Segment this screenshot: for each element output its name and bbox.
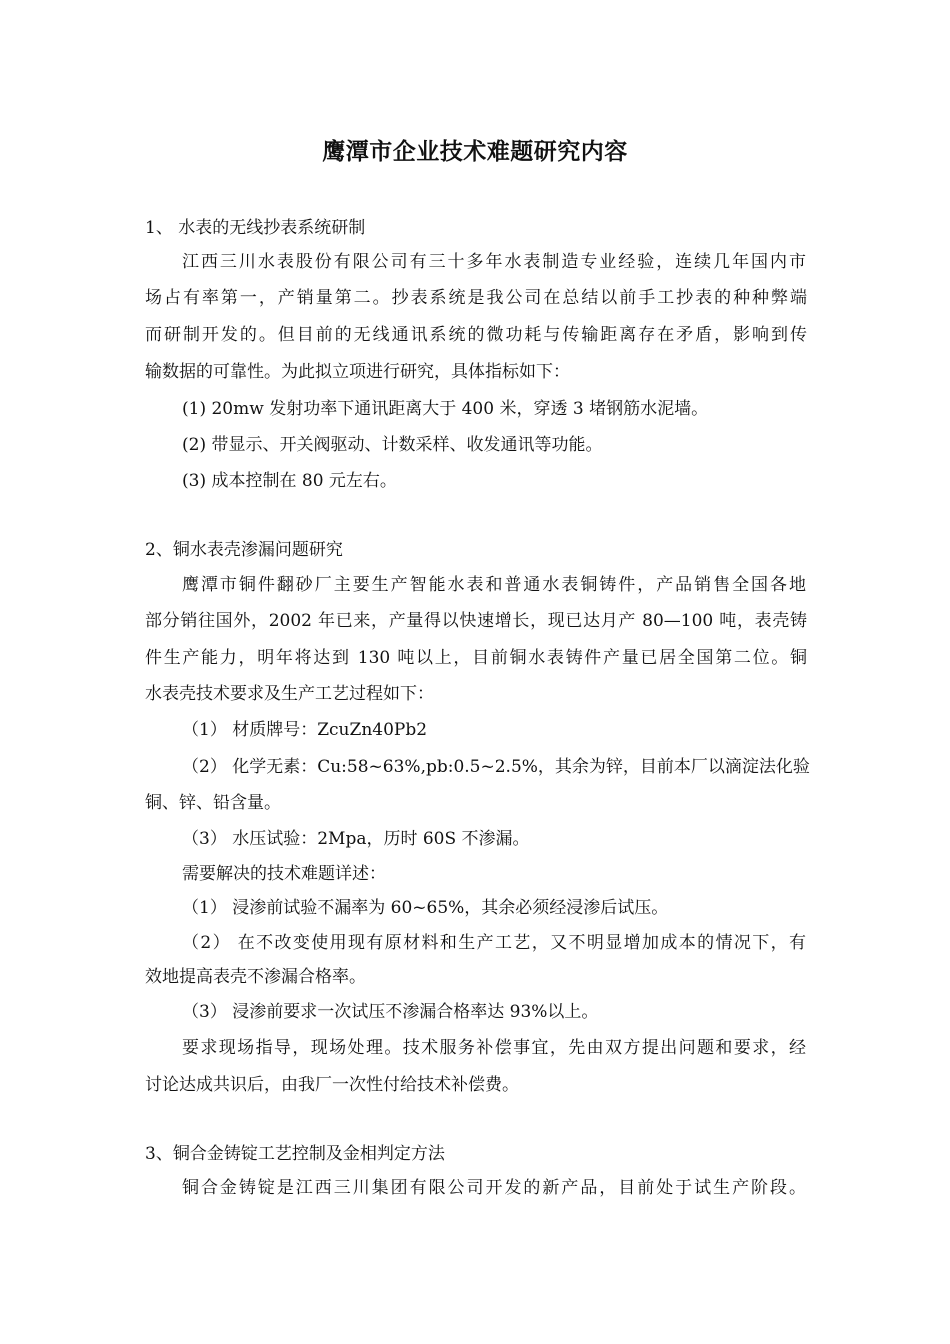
section-2-line: 件生产能力，明年将达到 130 吨以上，目前铜水表铸件产量已居全国第二位。铜 [145,648,807,668]
section-1-line: 场占有率第一，产销量第二。抄表系统是我公司在总结以前手工抄表的种种弊端 [145,288,807,308]
section-3-heading: 3、铜合金铸锭工艺控制及金相判定方法 [145,1144,445,1164]
section-1-item: (3) 成本控制在 80 元左右。 [182,471,397,491]
section-3-line: 铜合金铸锭是江西三川集团有限公司开发的新产品，目前处于试生产阶段。 [182,1178,806,1198]
section-2-item: （3） 水压试验：2Mpa，历时 60S 不渗漏。 [182,829,530,849]
section-2-line: 要求现场指导，现场处理。技术服务补偿事宜，先由双方提出问题和要求，经 [182,1038,806,1058]
section-2-line: 铜、锌、铅含量。 [145,793,281,813]
section-1-heading: 1、 水表的无线抄表系统研制 [145,218,366,238]
section-1-line: 江西三川水表股份有限公司有三十多年水表制造专业经验，连续几年国内市 [182,252,806,272]
section-2-line: 部分销往国外，2002 年已来，产量得以快速增长，现已达月产 80—100 吨，表壳铸 [145,611,807,631]
section-2-item: （2） 化学无素：Cu:58~63%,pb:0.5~2.5%，其余为锌，目前本厂以滴淀法化验 [182,757,810,777]
section-1-item: (2) 带显示、开关阀驱动、计数采样、收发通讯等功能。 [182,435,603,455]
section-1-line: 输数据的可靠性。为此拟立项进行研究，具体指标如下： [145,362,570,382]
section-2-item: （2） 在不改变使用现有原材料和生产工艺，又不明显增加成本的情况下，有 [182,933,806,953]
section-2-line: 讨论达成共识后，由我厂一次性付给技术补偿费。 [145,1075,519,1095]
section-2-item: （1） 材质牌号：ZcuZn40Pb2 [182,720,428,740]
document-title: 鹰潭市企业技术难题研究内容 [322,139,628,165]
section-2-line: 水表壳技术要求及生产工艺过程如下： [145,684,434,704]
section-1-line: 而研制开发的。但目前的无线通讯系统的微功耗与传输距离存在矛盾，影响到传 [145,325,807,345]
section-2-line: 效地提高表壳不渗漏合格率。 [145,967,366,987]
section-1-item: (1) 20mw 发射功率下通讯距离大于 400 米，穿透 3 堵钢筋水泥墙。 [182,399,709,419]
section-2-item: （1） 浸渗前试验不漏率为 60~65%，其余必须经浸渗后试压。 [182,898,669,918]
section-2-line: 鹰潭市铜件翻砂厂主要生产智能水表和普通水表铜铸件，产品销售全国各地 [182,575,806,595]
section-2-heading: 2、铜水表壳渗漏问题研究 [145,540,343,560]
section-2-item: （3） 浸渗前要求一次试压不渗漏合格率达 93%以上。 [182,1002,599,1022]
section-2-line: 需要解决的技术难题详述： [182,864,386,884]
